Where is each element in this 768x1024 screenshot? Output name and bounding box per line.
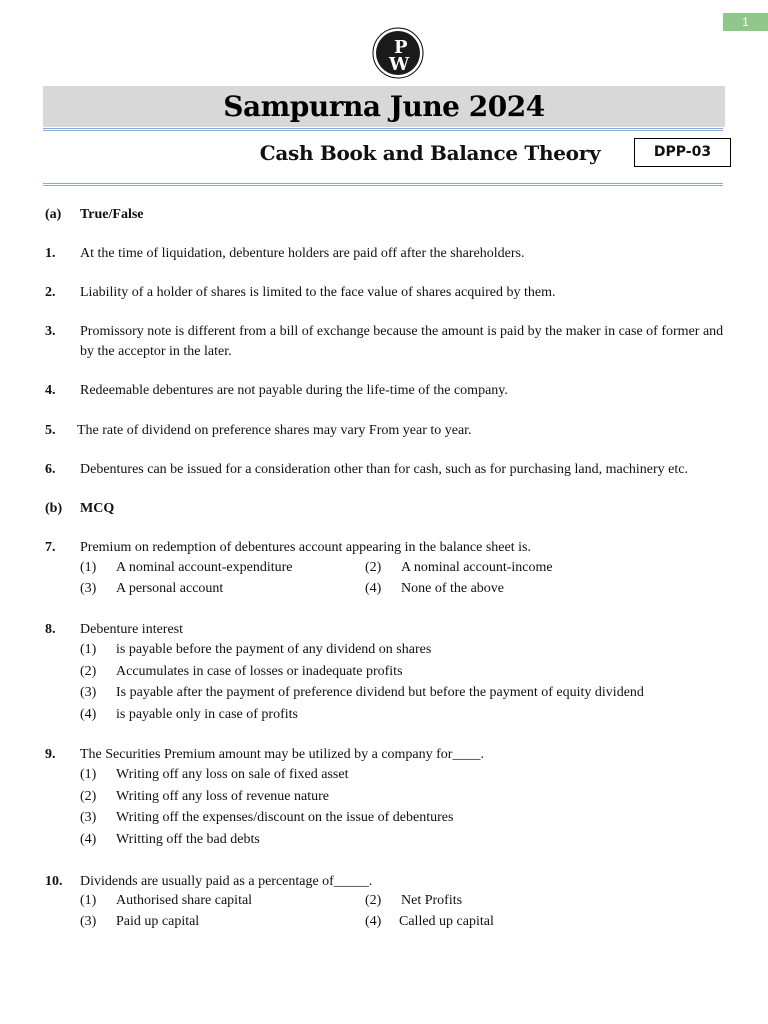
svg-text:W: W [389, 54, 410, 75]
question-number: 3. [45, 324, 56, 339]
question-number: 1. [45, 246, 56, 261]
option-text: Net Profits [401, 893, 463, 908]
question-number: 5. [45, 423, 56, 438]
document-subtitle: Cash Book and Balance Theory [259, 141, 601, 165]
option-text: is payable before the payment of any dividend on shares [116, 642, 432, 657]
section-a-title: True/False [80, 207, 144, 222]
option-number: (2) [365, 893, 382, 908]
question-text: The rate of dividend on preference shares may vary From year to year. [77, 423, 472, 438]
option-number: (1) [80, 642, 97, 657]
option-number: (1) [80, 767, 97, 782]
option-number: (3) [80, 914, 97, 929]
question-text: Dividends are usually paid as a percentage of_____. [80, 874, 373, 889]
option-number: (4) [80, 832, 97, 847]
title-bar [43, 86, 725, 127]
option-text: Paid up capital [116, 914, 200, 929]
question-number: 7. [45, 540, 56, 555]
option-text: Writing off any loss on sale of fixed asset [116, 767, 349, 782]
option-text: is payable only in case of profits [116, 707, 298, 722]
option-text: Writing off any loss of revenue nature [116, 789, 330, 804]
svg-text:P: P [394, 37, 408, 58]
option-number: (1) [80, 560, 97, 575]
document-title: Sampurna June 2024 [223, 90, 545, 123]
question-text: Debenture interest [80, 622, 184, 637]
question-text: At the time of liquidation, debenture holders are paid off after the shareholders. [80, 246, 525, 261]
question-text: Liability of a holder of shares is limited to the face value of shares acquired by them. [80, 285, 556, 300]
option-text: Authorised share capital [116, 893, 253, 908]
question-number: 9. [45, 747, 56, 762]
option-number: (3) [80, 581, 97, 596]
option-number: (3) [80, 685, 97, 700]
title-divider [43, 128, 723, 131]
question-text: Promissory note is different from a bill of exchange because the amount is paid by the maker in case of former and [80, 324, 724, 339]
question-text: The Securities Premium amount may be utilized by a company for____. [80, 747, 484, 762]
option-number: (2) [80, 789, 97, 804]
option-text: None of the above [401, 581, 505, 596]
option-text: Accumulates in case of losses or inadequate profits [116, 664, 403, 679]
section-b-label: (b) [45, 501, 63, 516]
pw-logo [372, 27, 424, 79]
option-number: (3) [80, 810, 97, 825]
question-number: 2. [45, 285, 56, 300]
option-number: (2) [80, 664, 97, 679]
question-number: 10. [45, 874, 63, 889]
question-number: 4. [45, 383, 56, 398]
option-text: A nominal account-expenditure [116, 560, 293, 575]
option-text: Writting off the bad debts [116, 832, 260, 847]
section-a-label: (a) [45, 207, 62, 222]
option-number: (4) [365, 914, 382, 929]
question-text: Premium on redemption of debentures account appearing in the balance sheet is. [80, 540, 531, 555]
page-number-badge: 1 [723, 13, 768, 31]
option-text: Writing off the expenses/discount on the issue of debentures [116, 810, 454, 825]
option-number: (4) [365, 581, 382, 596]
dpp-badge: DPP-03 [634, 138, 731, 167]
question-number: 8. [45, 622, 56, 637]
option-text: Is payable after the payment of preference dividend but before the payment of equity dividend [116, 685, 644, 700]
option-number: (2) [365, 560, 382, 575]
subtitle-divider [43, 183, 723, 186]
question-text: Redeemable debentures are not payable during the life-time of the company. [80, 383, 508, 398]
question-text: Debentures can be issued for a consideration other than for cash, such as for purchasing land, machinery etc. [80, 462, 689, 477]
option-number: (1) [80, 893, 97, 908]
option-text: Called up capital [399, 914, 494, 929]
option-number: (4) [80, 707, 97, 722]
question-text-continued: by the acceptor in the later. [80, 344, 232, 359]
option-text: A personal account [116, 581, 224, 596]
question-number: 6. [45, 462, 56, 477]
option-text: A nominal account-income [401, 560, 553, 575]
section-b-title: MCQ [80, 501, 115, 516]
